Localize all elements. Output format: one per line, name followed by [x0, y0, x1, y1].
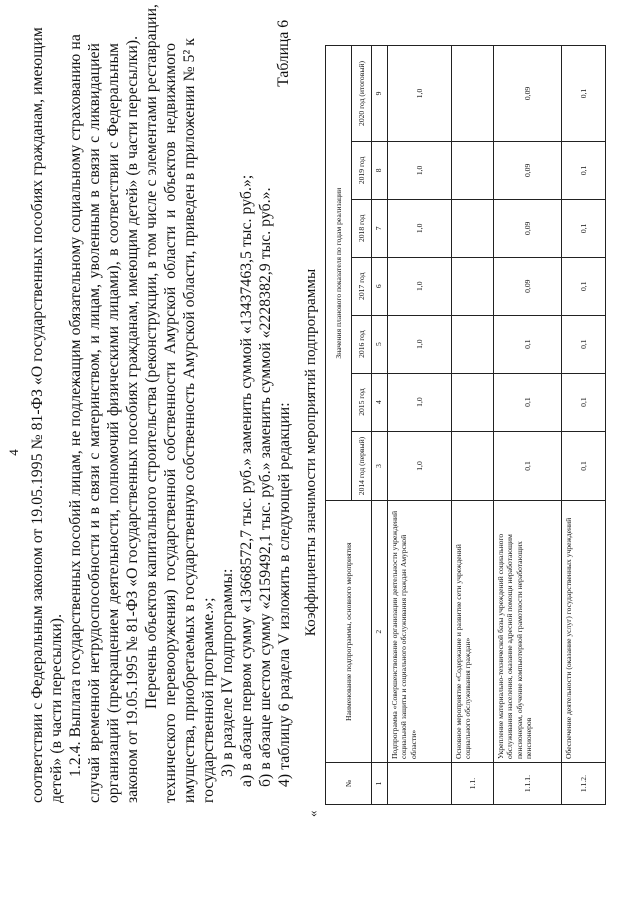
paragraph-line: а) в абзаце первом сумму «13668572,7 тыс. руб.» заменить суммой «13437463,5 тыс. руб.»; [238, 174, 255, 787]
paragraph-line: случай временной нетрудоспособности и в связи с материнством, и лицам, уволенным в связи с ликвидацией [86, 43, 103, 803]
col-number: 7 [372, 199, 388, 257]
row-value: 0,1 [562, 373, 606, 431]
paragraph-line: государственной программе.»; [200, 597, 217, 803]
row-value [452, 141, 494, 199]
paragraph-line: имущества, приобретаемых в государственную собственность Амурской области, приведен в приложении № 5² к [181, 38, 198, 803]
quote-mark: « [305, 810, 320, 817]
row-value: 0,1 [562, 46, 606, 142]
row-value [452, 373, 494, 431]
row-value [452, 46, 494, 142]
row-value: 0,1 [562, 257, 606, 315]
col-number: 6 [372, 257, 388, 315]
header-year: 2018 год [352, 199, 372, 257]
row-value: 0,1 [494, 431, 562, 501]
row-value: 1,0 [388, 431, 452, 501]
header-year: 2020 год (итоговый) [352, 46, 372, 142]
col-number: 3 [372, 431, 388, 501]
row-value: 1,0 [388, 46, 452, 142]
row-num: 1.1.2. [562, 763, 606, 805]
table-row [452, 46, 494, 805]
row-value: 0,1 [494, 315, 562, 373]
row-value: 0,1 [562, 431, 606, 501]
row-num [388, 763, 452, 805]
table-row [388, 46, 452, 805]
row-value: 1,0 [388, 141, 452, 199]
header-group: Значения планового показателя по годам реализации [326, 46, 352, 501]
column-number-row [372, 46, 388, 805]
paragraph-line: организаций (прекращением деятельности, полномочий физическими лицами), в соответствии с Федеральным [105, 43, 122, 803]
col-number: 2 [372, 501, 388, 763]
row-value [452, 431, 494, 501]
row-value: 0,1 [562, 315, 606, 373]
paragraph-line: 1.2.4. Выплата государственных пособий лицам, не подлежащим обязательному социальному страхованию на [67, 34, 84, 777]
row-value: 1,0 [388, 199, 452, 257]
table-row [494, 46, 562, 805]
col-number: 8 [372, 141, 388, 199]
paragraph-line: технического перевооружения) государственной собственности Амурской области и объектов недвижимого [162, 43, 179, 803]
table-caption: Коэффициенты значимости мероприятий подпрограммы [302, 268, 319, 637]
row-name: Основное мероприятие «Содержание и развитие сети учреждений социального обслуживания граждан» [452, 501, 494, 763]
row-value: 0,1 [562, 199, 606, 257]
row-name: Подпрограмма «Совершенствование организации деятельности учреждений социальной защиты и социального обслуживания граждан Амурской области» [388, 501, 452, 763]
row-name: Укрепление материально-технической базы учреждений социального обслуживания населения, оказание адресной помощи неработающим пенсионерам, обучение компьютерной грамотности неработающих пенсионеров [494, 501, 562, 763]
paragraph-line: Перечень объектов капитального строительства (реконструкции, в том числе с элементами реставрации, [143, 3, 160, 709]
paragraph-line: 4) таблицу 6 раздела V изложить в следующей редакции: [276, 402, 293, 787]
row-num: 1.1. [452, 763, 494, 805]
row-value [452, 315, 494, 373]
header-year: 2019 год [352, 141, 372, 199]
paragraph-line: законом от 19.05.1995 № 81-ФЗ «О государственных пособиях гражданам, имеющим детей» (в части пересылки). [124, 35, 141, 803]
row-value: 0,09 [494, 257, 562, 315]
row-name: Обеспечение деятельности (оказание услуг) государственных учреждений [562, 501, 606, 763]
paragraph-line: 3) в разделе IV подпрограммы: [219, 568, 236, 777]
header-name: Наименование подпрограммы, основного мероприятия [326, 501, 372, 763]
header-year: 2015 год [352, 373, 372, 431]
header-year: 2016 год [352, 315, 372, 373]
col-number: 5 [372, 315, 388, 373]
header-year: 2017 год [352, 257, 372, 315]
row-value: 1,0 [388, 373, 452, 431]
row-value [452, 199, 494, 257]
row-value: 0,09 [494, 46, 562, 142]
row-value: 1,0 [388, 257, 452, 315]
col-number: 1 [372, 763, 388, 805]
row-value: 1,0 [388, 315, 452, 373]
significance-table [325, 45, 606, 805]
row-value: 0,1 [562, 141, 606, 199]
paragraph-line: соответствии с Федеральным законом от 19.05.1995 № 81-ФЗ «О государственных пособиях гражданам, имеющим [29, 27, 46, 803]
page-number: 4 [6, 449, 21, 456]
row-value: 0,09 [494, 199, 562, 257]
paragraph-line: б) в абзаце шестом сумму «2159492,1 тыс. руб.» заменить суммой «2228382,9 тыс. руб.». [257, 187, 274, 787]
row-value: 0,09 [494, 141, 562, 199]
row-num: 1.1.1. [494, 763, 562, 805]
table-row [562, 46, 606, 805]
table-label: Таблица 6 [275, 20, 292, 87]
paragraph-line: детей» (в части пересылки). [48, 613, 65, 803]
row-value: 0,1 [494, 373, 562, 431]
col-number: 4 [372, 373, 388, 431]
header-year: 2014 год (первый) [352, 431, 372, 501]
row-value [452, 257, 494, 315]
header-num: № [326, 763, 372, 805]
col-number: 9 [372, 46, 388, 142]
